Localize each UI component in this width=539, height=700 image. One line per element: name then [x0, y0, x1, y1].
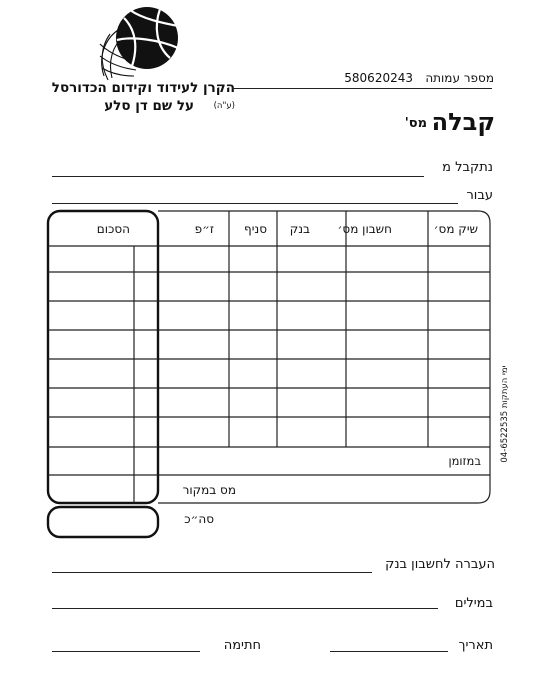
header-due-date: ז״פ	[194, 222, 214, 236]
org-memorial: (ע"ה)	[213, 101, 235, 111]
in-words-field[interactable]	[52, 608, 438, 609]
side-printer-text-content: ימי העתקות 04-6522535	[500, 365, 510, 463]
receipt-number-label: מס'	[404, 116, 427, 131]
tax-withheld-label: מס במקור	[182, 483, 236, 497]
signature-field[interactable]	[52, 651, 200, 652]
bank-transfer-label: העברה לחשבון בנק	[385, 557, 495, 572]
org-name-line2-text: על שם דן סלע	[104, 98, 194, 114]
in-words-label: במילים	[454, 596, 493, 611]
for-label: עבור	[466, 188, 493, 203]
registration-number: 580620243	[344, 71, 413, 85]
signature-label: חתימה	[223, 638, 261, 653]
receipt-title: קבלה	[431, 108, 495, 136]
header-bank: בנק	[289, 222, 310, 236]
org-name-line1: הקרן לעידוד וקידום הכדורסל	[51, 80, 235, 96]
date-field[interactable]	[330, 651, 448, 652]
registration-label: מספר עמותה	[425, 71, 494, 85]
date-label: תאריך	[458, 638, 493, 653]
total-label: סה״כ	[184, 512, 214, 526]
header-amount: הסכום	[96, 222, 130, 236]
received-from-label: נתקבל מ	[442, 160, 493, 175]
header-check-no: שיק מס׳	[433, 222, 478, 236]
header-branch: סניף	[244, 222, 267, 236]
cash-label: במזומן	[448, 454, 481, 468]
bank-transfer-field[interactable]	[52, 572, 372, 573]
header-account-no: חשבון מס׳	[337, 222, 392, 236]
